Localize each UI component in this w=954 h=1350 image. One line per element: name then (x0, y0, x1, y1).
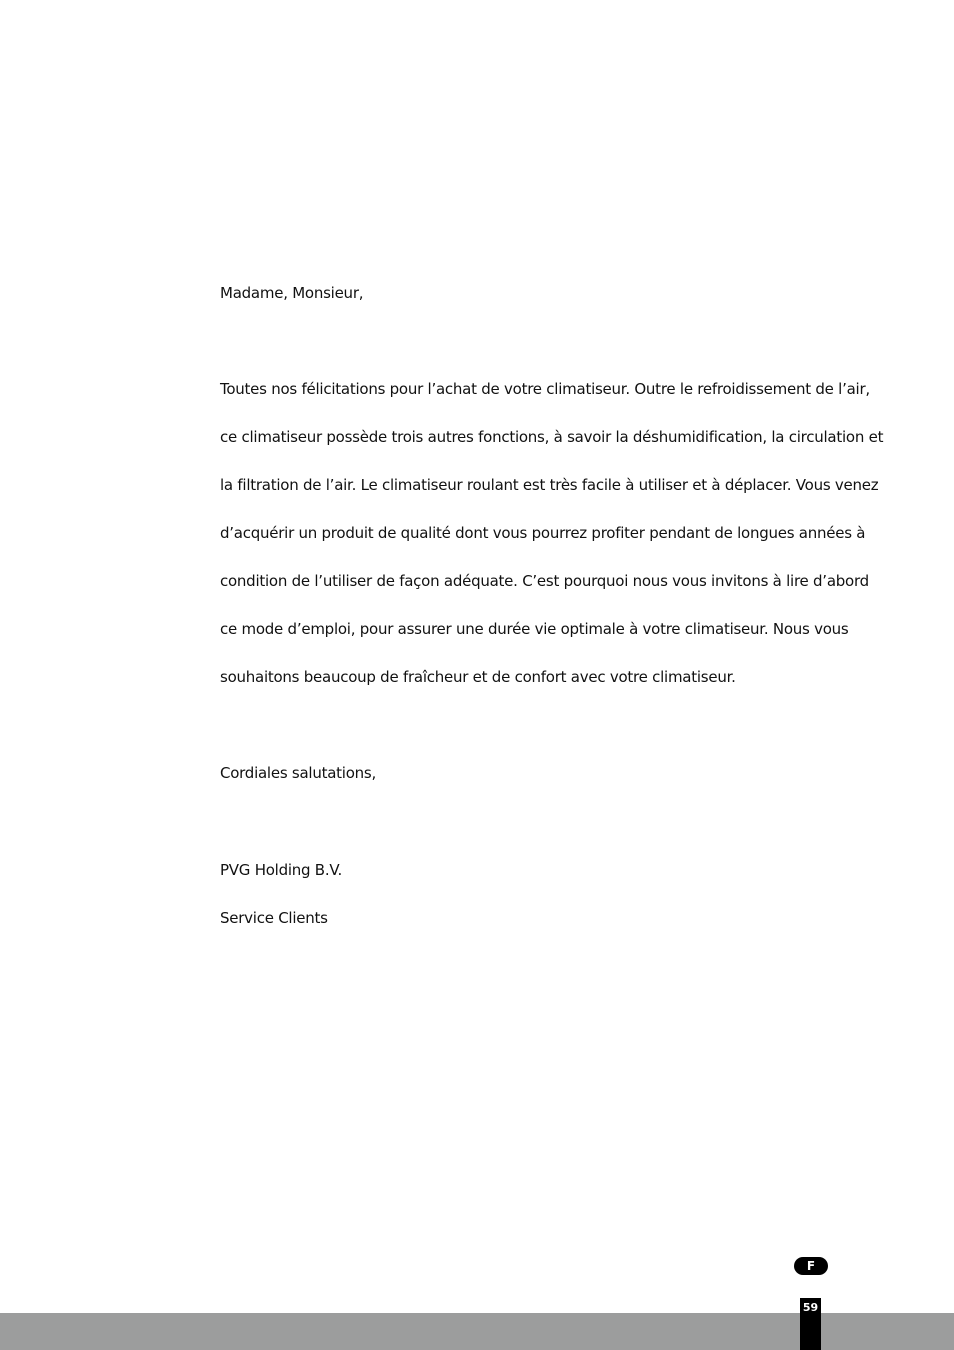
page-number-tab (800, 1298, 821, 1350)
body-line: ce climatiseur possède trois autres fonctions, à savoir la déshumidification, la circulation et (220, 428, 884, 446)
page-number: 59 (802, 1301, 819, 1314)
body-line: condition de l’utiliser de façon adéquate. C’est pourquoi nous vous invitons à lire d’abord (220, 572, 869, 590)
body-line: Toutes nos félicitations pour l’achat de votre climatiseur. Outre le refroidissement de l’air, (220, 380, 870, 398)
closing: Cordiales salutations, (220, 764, 376, 782)
signature-department: Service Clients (220, 909, 328, 927)
body-line: d’acquérir un produit de qualité dont vous pourrez profiter pendant de longues années à (220, 524, 866, 542)
body-line: la filtration de l’air. Le climatiseur roulant est très facile à utiliser et à déplacer. Vous venez (220, 476, 879, 494)
language-badge: F (794, 1257, 828, 1275)
body-line: ce mode d’emploi, pour assurer une durée vie optimale à votre climatiseur. Nous vous (220, 620, 849, 638)
salutation: Madame, Monsieur, (220, 284, 364, 302)
body-line: souhaitons beaucoup de fraîcheur et de confort avec votre climatiseur. (220, 668, 736, 686)
signature-company: PVG Holding B.V. (220, 861, 342, 879)
